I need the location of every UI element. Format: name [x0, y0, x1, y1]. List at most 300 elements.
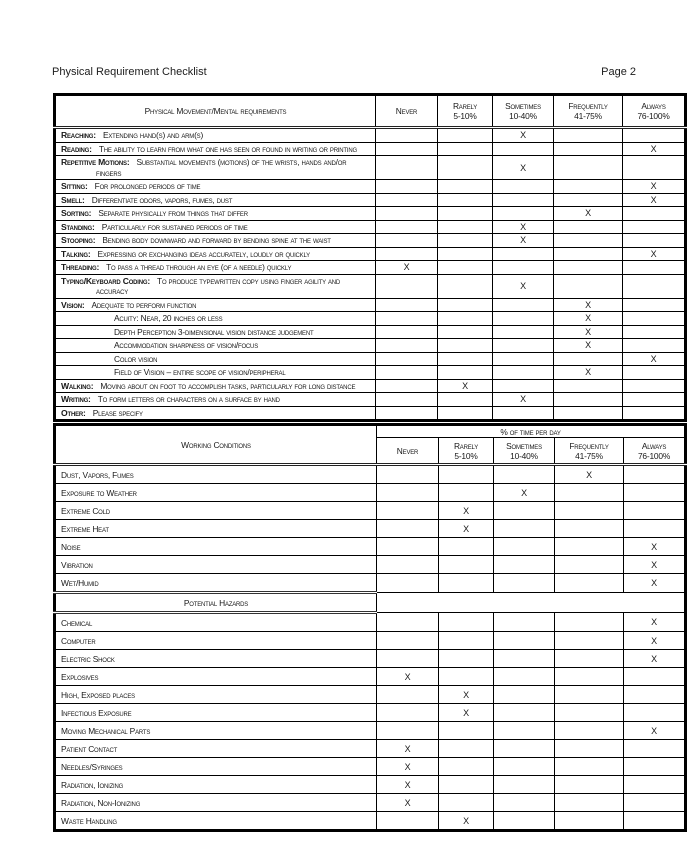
- mark-cell-always: [624, 776, 686, 794]
- x-mark-cell: X: [494, 484, 555, 502]
- col-header-sometimes: [493, 95, 554, 128]
- requirement-description: Please specify: [92, 407, 143, 418]
- x-mark-cell: X: [377, 776, 439, 794]
- requirement-row: [55, 156, 686, 180]
- mark-cell-frequently: [555, 758, 624, 776]
- mark-cell-sometimes: [494, 613, 555, 632]
- mark-cell-sometimes: [494, 465, 555, 484]
- requirement-label-cell: [55, 339, 376, 353]
- mark-cell-never: [377, 722, 439, 740]
- mark-cell-sometimes: [493, 339, 554, 353]
- mark-cell-never: [377, 812, 439, 831]
- requirement-description: Differentiate odors, vapors, fumes, dust: [91, 194, 233, 205]
- mark-cell-frequently: [554, 352, 623, 366]
- mark-cell-always: [623, 406, 686, 421]
- col-label: Frequently: [569, 440, 609, 451]
- mark-cell-frequently: [555, 632, 624, 650]
- mark-cell-rarely: [438, 180, 493, 194]
- col-sublabel: 41-75%: [575, 450, 603, 461]
- mark-cell-rarely: [438, 393, 493, 407]
- mark-cell-always: [624, 484, 686, 502]
- condition-row: [55, 574, 686, 593]
- mark-cell-always: [623, 261, 686, 275]
- mark-cell-sometimes: [493, 379, 554, 393]
- time-per-day-header: % of time per day: [377, 425, 686, 438]
- mark-cell-rarely: [438, 156, 493, 180]
- mark-cell-always: [624, 502, 686, 520]
- mark-cell-frequently: [555, 776, 624, 794]
- col-sublabel: 76-100%: [637, 111, 670, 121]
- requirement-description: To form letters or characters on a surface by hand: [97, 394, 280, 404]
- x-mark-cell: X: [623, 352, 686, 366]
- x-mark-cell: X: [439, 686, 494, 704]
- requirement-row: [55, 128, 686, 143]
- col-header-always: [624, 438, 686, 465]
- mark-cell-frequently: [555, 613, 624, 632]
- condition-label-cell: Noise: [55, 538, 377, 556]
- document-header: [52, 66, 636, 78]
- mark-cell-rarely: [439, 632, 494, 650]
- requirement-row: [55, 406, 686, 421]
- condition-row: [55, 538, 686, 556]
- mark-cell-rarely: [439, 794, 494, 812]
- col-label: Never: [395, 106, 418, 116]
- mark-cell-rarely: [438, 352, 493, 366]
- requirement-term: Sitting:: [61, 181, 88, 191]
- requirement-label-cell: [55, 247, 376, 261]
- x-mark-cell: X: [554, 207, 623, 221]
- mark-cell-always: [624, 465, 686, 484]
- mark-cell-always: [623, 128, 686, 143]
- condition-row: [55, 502, 686, 520]
- condition-label-cell: Needles/Syringes: [55, 758, 377, 776]
- mark-cell-rarely: [438, 128, 493, 143]
- condition-row: [55, 520, 686, 538]
- requirement-description: Depth Perception 3-dimensional vision distance judgement: [114, 326, 314, 337]
- x-mark-cell: X: [493, 128, 554, 143]
- requirement-description: Acuity: Near, 20 inches or less: [114, 313, 223, 323]
- mark-cell-never: [377, 686, 439, 704]
- x-mark-cell: X: [624, 538, 686, 556]
- condition-row: [55, 613, 686, 632]
- col-sublabel: 10-40%: [509, 111, 537, 121]
- requirement-row: [55, 274, 686, 298]
- mark-cell-sometimes: [493, 207, 554, 221]
- mark-cell-sometimes: [494, 650, 555, 668]
- page-number: Page 2: [601, 66, 636, 78]
- mark-cell-frequently: [555, 686, 624, 704]
- mark-cell-sometimes: [494, 758, 555, 776]
- x-mark-cell: X: [624, 556, 686, 574]
- mark-cell-frequently: [555, 722, 624, 740]
- col-label: Always: [641, 101, 666, 111]
- mark-cell-frequently: [554, 393, 623, 407]
- document-title: Physical Requirement Checklist: [52, 66, 207, 78]
- requirement-term: Walking:: [61, 380, 94, 391]
- mark-cell-rarely: [439, 650, 494, 668]
- col-sublabel: 10-40%: [510, 450, 538, 461]
- mark-cell-rarely: [439, 722, 494, 740]
- mark-cell-always: [623, 325, 686, 339]
- mark-cell-frequently: [555, 650, 624, 668]
- requirement-description: To produce typewritten copy using finger agility and accuracy: [96, 275, 341, 296]
- requirement-term: Vision:: [61, 299, 85, 310]
- table2-title-cell: Working Conditions: [55, 425, 377, 465]
- condition-row: [55, 650, 686, 668]
- mark-cell-sometimes: [493, 247, 554, 261]
- col-label: Never: [396, 445, 419, 456]
- mark-cell-rarely: [438, 220, 493, 234]
- mark-cell-always: [624, 668, 686, 686]
- mark-cell-frequently: [555, 704, 624, 722]
- mark-cell-frequently: [554, 193, 623, 207]
- mark-cell-never: [376, 274, 438, 298]
- x-mark-cell: X: [623, 193, 686, 207]
- x-mark-cell: X: [439, 704, 494, 722]
- condition-row: [55, 465, 686, 484]
- mark-cell-frequently: [554, 274, 623, 298]
- requirement-row: [55, 142, 686, 156]
- mark-cell-never: [376, 128, 438, 143]
- mark-cell-always: [623, 274, 686, 298]
- requirement-term: Writing:: [61, 394, 91, 404]
- mark-cell-frequently: [554, 379, 623, 393]
- mark-cell-frequently: [555, 538, 624, 556]
- x-mark-cell: X: [554, 325, 623, 339]
- x-mark-cell: X: [623, 180, 686, 194]
- mark-cell-rarely: [439, 484, 494, 502]
- col-label: Sometimes: [505, 101, 541, 111]
- mark-cell-frequently: [555, 502, 624, 520]
- mark-cell-never: [376, 298, 438, 312]
- mark-cell-sometimes: [494, 668, 555, 686]
- mark-cell-never: [376, 207, 438, 221]
- requirement-description: Extending hand(s) and arm(s): [102, 130, 204, 140]
- requirement-term: Typing/Keyboard Coding:: [61, 275, 151, 286]
- condition-row: [55, 686, 686, 704]
- mark-cell-frequently: [555, 574, 624, 593]
- x-mark-cell: X: [493, 156, 554, 180]
- mark-cell-never: [377, 704, 439, 722]
- condition-row: [55, 776, 686, 794]
- mark-cell-rarely: [438, 298, 493, 312]
- requirement-label-cell: [55, 180, 376, 194]
- section-header-cell: Potential Hazards: [55, 593, 377, 613]
- mark-cell-frequently: [554, 234, 623, 248]
- requirement-row: [55, 312, 686, 326]
- requirement-description: Bending body downward and forward by bending spine at the waist: [102, 235, 331, 245]
- mark-cell-rarely: [438, 193, 493, 207]
- condition-label-cell: Electric Shock: [55, 650, 377, 668]
- mark-cell-never: [377, 502, 439, 520]
- mark-cell-sometimes: [494, 794, 555, 812]
- x-mark-cell: X: [624, 613, 686, 632]
- mark-cell-rarely: [438, 312, 493, 326]
- mark-cell-sometimes: [494, 686, 555, 704]
- mark-cell-never: [376, 156, 438, 180]
- mark-cell-frequently: [554, 142, 623, 156]
- requirement-row: [55, 247, 686, 261]
- mark-cell-rarely: [439, 465, 494, 484]
- x-mark-cell: X: [554, 298, 623, 312]
- mark-cell-sometimes: [494, 812, 555, 831]
- requirement-description: The ability to learn from what one has seen or found in writing or printing: [98, 143, 357, 154]
- requirement-description: Field of Vision – entire scope of vision/peripheral: [114, 367, 286, 377]
- x-mark-cell: X: [439, 520, 494, 538]
- x-mark-cell: X: [493, 234, 554, 248]
- mark-cell-sometimes: [494, 574, 555, 593]
- mark-cell-always: [623, 312, 686, 326]
- requirement-label-cell: [55, 193, 376, 207]
- working-conditions-table: [53, 423, 687, 832]
- mark-cell-never: [376, 393, 438, 407]
- requirement-label-cell: [55, 352, 376, 366]
- mark-cell-rarely: [439, 740, 494, 758]
- mark-cell-sometimes: [494, 520, 555, 538]
- x-mark-cell: X: [376, 261, 438, 275]
- mark-cell-never: [376, 406, 438, 421]
- mark-cell-always: [623, 379, 686, 393]
- condition-label-cell: Radiation, Non-Ionizing: [55, 794, 377, 812]
- mark-cell-never: [376, 193, 438, 207]
- condition-row: [55, 704, 686, 722]
- x-mark-cell: X: [493, 274, 554, 298]
- condition-label-cell: Moving Mechanical Parts: [55, 722, 377, 740]
- mark-cell-never: [377, 520, 439, 538]
- condition-label-cell: Computer: [55, 632, 377, 650]
- mark-cell-frequently: [555, 484, 624, 502]
- mark-cell-always: [623, 156, 686, 180]
- mark-cell-never: [376, 339, 438, 353]
- mark-cell-never: [376, 247, 438, 261]
- mark-cell-sometimes: [493, 406, 554, 421]
- mark-cell-sometimes: [494, 556, 555, 574]
- mark-cell-frequently: [554, 406, 623, 421]
- mark-cell-rarely: [438, 247, 493, 261]
- mark-cell-always: [624, 704, 686, 722]
- requirement-label-cell: [55, 325, 376, 339]
- requirement-label-cell: [55, 220, 376, 234]
- mark-cell-sometimes: [494, 776, 555, 794]
- col-sublabel: 41-75%: [574, 111, 602, 121]
- mark-cell-frequently: [554, 128, 623, 143]
- mark-cell-rarely: [438, 406, 493, 421]
- requirement-description: Color vision: [114, 353, 158, 364]
- requirement-label-cell: [55, 142, 376, 156]
- x-mark-cell: X: [623, 247, 686, 261]
- condition-row: [55, 632, 686, 650]
- condition-label-cell: Exposure to Weather: [55, 484, 377, 502]
- requirement-row: [55, 207, 686, 221]
- mark-cell-frequently: [554, 220, 623, 234]
- mark-cell-sometimes: [494, 740, 555, 758]
- mark-cell-frequently: [555, 556, 624, 574]
- mark-cell-never: [377, 556, 439, 574]
- col-header-frequently: [555, 438, 624, 465]
- x-mark-cell: X: [493, 393, 554, 407]
- mark-cell-always: [624, 794, 686, 812]
- col-label: Frequently: [568, 101, 608, 111]
- requirement-label-cell: [55, 207, 376, 221]
- condition-row: [55, 484, 686, 502]
- requirement-row: [55, 180, 686, 194]
- col-header-rarely: [438, 95, 493, 128]
- requirement-description: Adequate to perform function: [91, 299, 197, 310]
- requirement-description: Particularly for sustained periods of time: [101, 221, 248, 232]
- col-sublabel: 5-10%: [453, 111, 477, 121]
- requirement-row: [55, 220, 686, 234]
- mark-cell-frequently: [554, 247, 623, 261]
- requirement-label-cell: [55, 379, 376, 393]
- requirement-term: Repetitive Motions:: [61, 157, 130, 167]
- requirement-row: [55, 193, 686, 207]
- mark-cell-never: [377, 632, 439, 650]
- col-header-rarely: [439, 438, 494, 465]
- requirement-label-cell: [55, 406, 376, 421]
- requirement-row: [55, 366, 686, 380]
- x-mark-cell: X: [439, 502, 494, 520]
- col-label: Sometimes: [506, 440, 542, 451]
- mark-cell-rarely: [439, 574, 494, 593]
- requirement-row: [55, 325, 686, 339]
- requirement-row: [55, 298, 686, 312]
- requirement-label-cell: [55, 366, 376, 380]
- mark-cell-sometimes: [493, 325, 554, 339]
- condition-label-cell: Radiation, Ionizing: [55, 776, 377, 794]
- requirement-label-cell: [55, 156, 376, 180]
- condition-row: [55, 794, 686, 812]
- mark-cell-never: [376, 234, 438, 248]
- requirement-term: Threading:: [61, 262, 100, 272]
- mark-cell-never: [376, 220, 438, 234]
- mark-cell-rarely: [439, 556, 494, 574]
- mark-cell-sometimes: [493, 180, 554, 194]
- mark-cell-never: [376, 325, 438, 339]
- mark-cell-sometimes: [494, 538, 555, 556]
- requirement-label-cell: [55, 234, 376, 248]
- requirement-label-cell: [55, 274, 376, 298]
- mark-cell-sometimes: [494, 722, 555, 740]
- mark-cell-sometimes: [493, 142, 554, 156]
- col-label: Always: [641, 440, 667, 451]
- table1-title-cell: Physical Movement/Mental requirements: [55, 95, 376, 128]
- col-header-sometimes: [494, 438, 555, 465]
- mark-cell-never: [376, 366, 438, 380]
- condition-label-cell: Explosives: [55, 668, 377, 686]
- requirement-row: [55, 234, 686, 248]
- x-mark-cell: X: [624, 574, 686, 593]
- requirement-row: [55, 261, 686, 275]
- mark-cell-rarely: [438, 142, 493, 156]
- mark-cell-never: [377, 613, 439, 632]
- mark-cell-always: [624, 686, 686, 704]
- col-sublabel: 76-100%: [637, 450, 671, 461]
- mark-cell-sometimes: [494, 704, 555, 722]
- mark-cell-always: [623, 234, 686, 248]
- mark-cell-never: [377, 484, 439, 502]
- requirement-label-cell: [55, 128, 376, 143]
- condition-label-cell: Infectious Exposure: [55, 704, 377, 722]
- mark-cell-sometimes: [493, 261, 554, 275]
- mark-cell-frequently: [555, 520, 624, 538]
- x-mark-cell: X: [439, 812, 494, 831]
- mark-cell-always: [624, 812, 686, 831]
- col-header-never: [377, 438, 439, 465]
- condition-label-cell: Patient Contact: [55, 740, 377, 758]
- mark-cell-always: [624, 740, 686, 758]
- mark-cell-sometimes: [494, 502, 555, 520]
- col-sublabel: 5-10%: [454, 450, 478, 461]
- requirement-term: Stooping:: [61, 235, 96, 245]
- mark-cell-rarely: [438, 234, 493, 248]
- requirement-label-cell: [55, 261, 376, 275]
- mark-cell-always: [624, 758, 686, 776]
- x-mark-cell: X: [623, 142, 686, 156]
- requirement-description: Expressing or exchanging ideas accurately, loudly or quickly: [97, 248, 310, 259]
- requirement-term: Talking:: [61, 248, 91, 259]
- physical-requirements-table: [53, 93, 687, 422]
- requirement-row: [55, 339, 686, 353]
- requirement-description: Accommodation sharpness of vision/focus: [114, 340, 258, 350]
- requirement-description: Separate physically from things that differ: [98, 208, 248, 218]
- x-mark-cell: X: [554, 339, 623, 353]
- condition-row: [55, 668, 686, 686]
- condition-row: [55, 556, 686, 574]
- requirement-term: Standing:: [61, 221, 95, 232]
- condition-label-cell: Waste Handling: [55, 812, 377, 831]
- requirement-term: Other:: [61, 407, 86, 418]
- x-mark-cell: X: [377, 668, 439, 686]
- condition-row: [55, 722, 686, 740]
- mark-cell-never: [376, 352, 438, 366]
- mark-cell-sometimes: [493, 366, 554, 380]
- mark-cell-frequently: [554, 180, 623, 194]
- condition-row: [55, 740, 686, 758]
- mark-cell-always: [623, 220, 686, 234]
- requirement-description: Substantial movements (motions) of the wrists, hands and/or fingers: [96, 157, 347, 178]
- condition-label-cell: High, Exposed places: [55, 686, 377, 704]
- x-mark-cell: X: [438, 379, 493, 393]
- condition-label-cell: Dust, Vapors, Fumes: [55, 465, 377, 484]
- mark-cell-rarely: [438, 366, 493, 380]
- x-mark-cell: X: [624, 722, 686, 740]
- x-mark-cell: X: [377, 794, 439, 812]
- mark-cell-sometimes: [493, 312, 554, 326]
- mark-cell-always: [623, 339, 686, 353]
- requirement-term: Smell:: [61, 194, 85, 205]
- mark-cell-never: [376, 379, 438, 393]
- mark-cell-never: [377, 650, 439, 668]
- table2-header-row-top: [55, 425, 686, 438]
- mark-cell-never: [377, 538, 439, 556]
- mark-cell-rarely: [438, 274, 493, 298]
- requirement-term: Sorting:: [61, 208, 92, 218]
- condition-label-cell: Wet/Humid: [55, 574, 377, 593]
- mark-cell-rarely: [439, 613, 494, 632]
- requirement-row: [55, 393, 686, 407]
- requirement-description: For prolonged periods of time: [94, 181, 201, 191]
- requirement-term: Reaching:: [61, 130, 96, 140]
- mark-cell-rarely: [439, 538, 494, 556]
- requirement-term: Reading:: [61, 143, 92, 154]
- mark-cell-frequently: [555, 794, 624, 812]
- requirement-label-cell: [55, 298, 376, 312]
- requirement-description: Moving about on foot to accomplish tasks, particularly for long distance: [100, 380, 356, 391]
- mark-cell-sometimes: [493, 298, 554, 312]
- mark-cell-frequently: [554, 261, 623, 275]
- mark-cell-rarely: [439, 668, 494, 686]
- mark-cell-always: [623, 366, 686, 380]
